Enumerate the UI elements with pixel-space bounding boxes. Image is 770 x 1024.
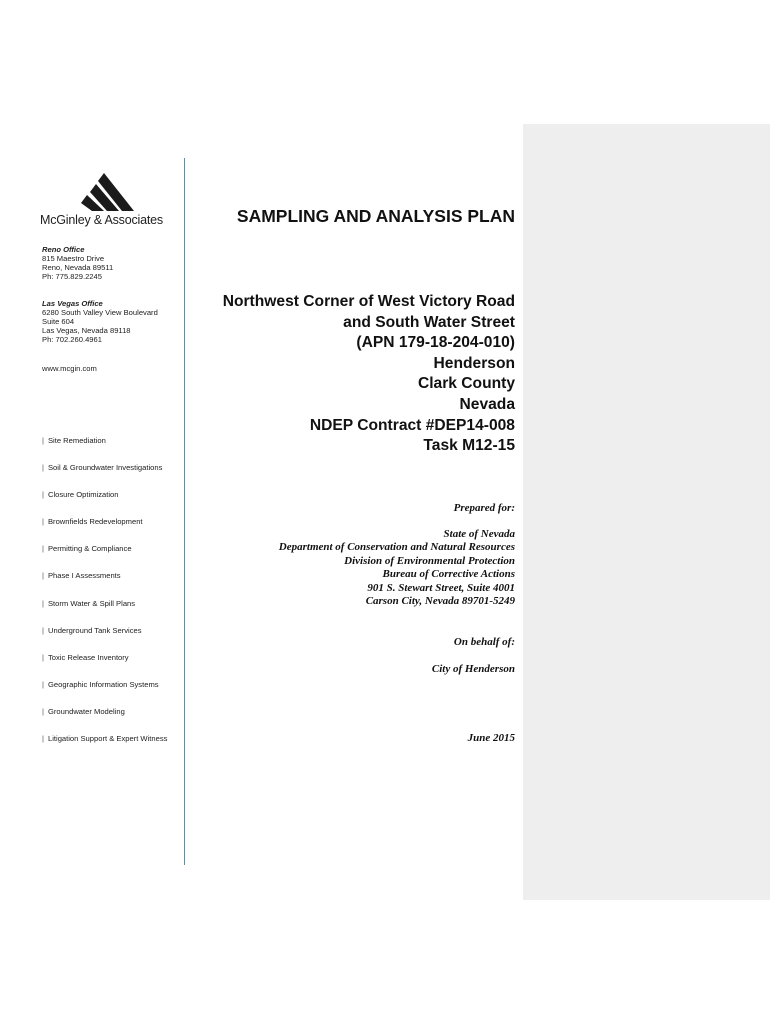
address-line: Reno, Nevada 89511 [42, 263, 114, 272]
document-title: SAMPLING AND ANALYSIS PLAN [236, 206, 515, 226]
recipient-line: Bureau of Corrective Actions [382, 568, 515, 581]
service-item: | Phase I Assessments [42, 571, 121, 581]
logo-mark-icon [78, 173, 150, 211]
service-label: Brownfields Redevelopment [47, 517, 143, 527]
service-item: | Closure Optimization [42, 490, 119, 500]
project-line: and South Water Street [343, 313, 515, 331]
project-line: Northwest Corner of West Victory Road [222, 293, 515, 310]
service-label: Soil & Groundwater Investigations [47, 463, 163, 473]
recipient-line: Division of Environmental Protection [344, 554, 515, 567]
service-label: Groundwater Modeling [47, 706, 125, 716]
service-item: | Soil & Groundwater Investigations [42, 463, 163, 473]
service-label: Site Remediation [47, 436, 106, 445]
document-date: June 2015 [467, 732, 515, 744]
company-logo [40, 173, 165, 228]
service-item: | Storm Water & Spill Plans [42, 598, 136, 608]
service-label: Geographic Information Systems [47, 679, 159, 689]
phone-line: Ph: 702.260.4961 [42, 335, 102, 344]
office-heading: Las Vegas Office [42, 299, 103, 308]
project-line: Task M12-15 [423, 437, 515, 455]
office-heading: Reno Office [42, 245, 85, 254]
on-behalf-label: On behalf of: [453, 636, 515, 648]
project-description [223, 292, 515, 457]
service-item: | Permitting & Compliance [42, 544, 132, 554]
on-behalf-value: City of Henderson [431, 663, 515, 675]
service-label: Underground Tank Services [47, 625, 142, 635]
project-line: Henderson [433, 354, 515, 372]
address-line: Suite 604 [42, 317, 75, 326]
prepared-for-address [279, 528, 515, 608]
service-item: | Litigation Support & Expert Witness [42, 734, 168, 744]
service-label: Storm Water & Spill Plans [47, 598, 136, 608]
project-line: (APN 179-18-204-010) [356, 334, 515, 352]
service-item: | Groundwater Modeling [42, 706, 125, 716]
service-label: Toxic Release Inventory [47, 652, 129, 662]
service-item: | Underground Tank Services [42, 625, 142, 635]
website-link[interactable]: www.mcgin.com [42, 364, 97, 373]
phone-line: Ph: 775.829.2245 [42, 272, 102, 281]
project-line: Clark County [417, 375, 515, 393]
service-item: | Geographic Information Systems [42, 679, 159, 689]
prepared-for-label: Prepared for: [453, 502, 515, 514]
address-line: 815 Maestro Drive [42, 254, 105, 263]
recipient-line: Carson City, Nevada 89701-5249 [365, 595, 515, 608]
address-line: 6280 South Valley View Boulevard [42, 308, 158, 317]
project-line: Nevada [459, 395, 515, 413]
recipient-line: Department of Conservation and Natural Resources [278, 541, 515, 554]
recipient-line: State of Nevada [443, 528, 515, 540]
service-label: Closure Optimization [47, 490, 119, 500]
las-vegas-office-block [42, 299, 158, 344]
service-label: Phase I Assessments [47, 571, 121, 581]
comment-pane [523, 124, 770, 900]
service-label: Permitting & Compliance [47, 544, 132, 554]
service-item: | Brownfields Redevelopment [42, 517, 143, 527]
address-line: Las Vegas, Nevada 89118 [42, 326, 131, 335]
company-name: McGinley & Associates [40, 213, 163, 227]
reno-office-block [42, 245, 113, 281]
services-list [42, 436, 167, 761]
project-line: NDEP Contract #DEP14-008 [309, 416, 515, 434]
service-item: | Toxic Release Inventory [42, 652, 129, 662]
service-label: Litigation Support & Expert Witness [47, 734, 168, 744]
service-item: | Site Remediation [42, 436, 106, 445]
vertical-divider [184, 158, 185, 865]
recipient-line: 901 S. Stewart Street, Suite 4001 [367, 581, 515, 594]
